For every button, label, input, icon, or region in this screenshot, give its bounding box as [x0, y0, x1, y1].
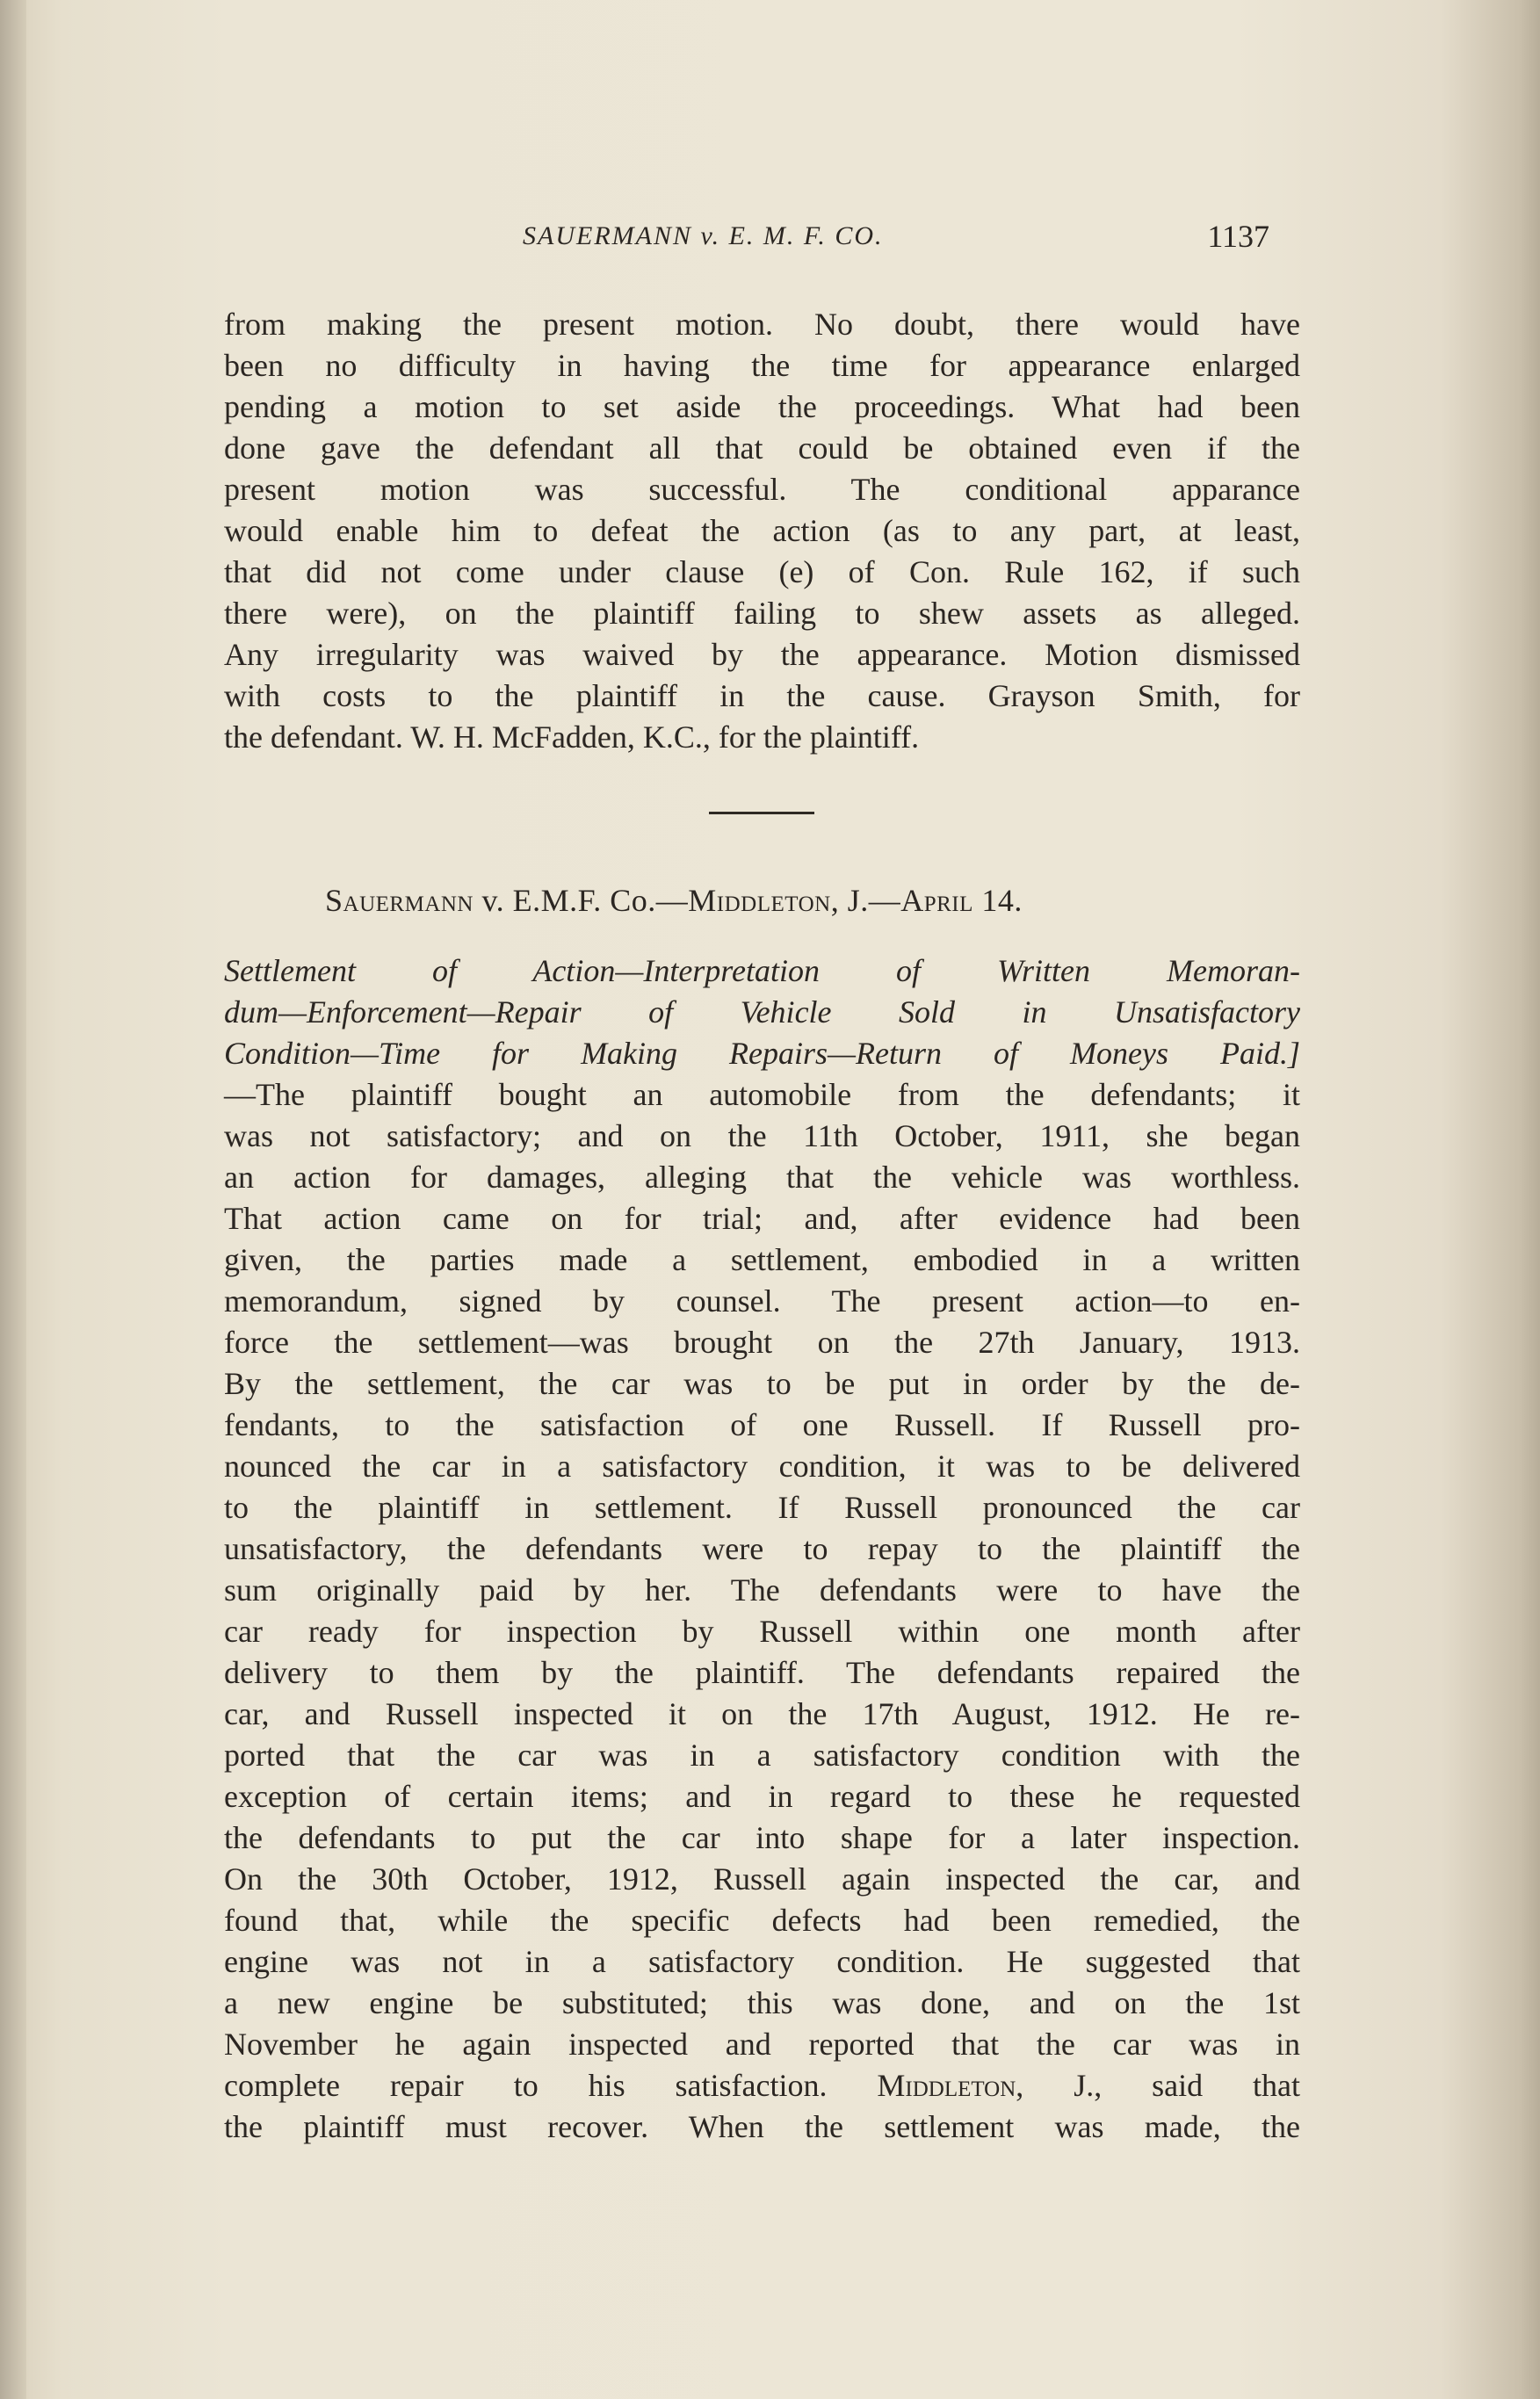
text-line: memorandum, signed by counsel. The present action—to en-	[224, 1283, 1300, 1319]
case-party: E.M.F. Co.—	[512, 883, 689, 918]
case-judge-suffix: , J.—	[830, 883, 901, 918]
text-line: engine was not in a satisfactory condition. He suggested that	[224, 1944, 1300, 1979]
text-line: been no difficulty in having the time for appearance enlarged	[224, 348, 1300, 383]
text-line: force the settlement—was brought on the 27th January, 1913.	[224, 1325, 1300, 1360]
running-head	[224, 218, 1269, 262]
text-line: present motion was successful. The conditional apparance	[224, 472, 1300, 507]
text-line: —The plaintiff bought an automobile from the defendants; it	[224, 1077, 1300, 1112]
text-line: fendants, to the satisfaction of one Russell. If Russell pro-	[224, 1407, 1300, 1442]
text-line: exception of certain items; and in regard to these he requested	[224, 1779, 1300, 1814]
text-line: November he again inspected and reported that the car was in	[224, 2027, 1300, 2062]
case-judge: Middleton	[688, 883, 831, 918]
text-line: that did not come under clause (e) of Con. Rule 162, if such	[224, 554, 1300, 589]
case-body	[224, 950, 1300, 2148]
text-line: a new engine be substituted; this was done, and on the 1st	[224, 1985, 1300, 2020]
text-line: would enable him to defeat the action (as to any part, at least,	[224, 513, 1300, 548]
case-versus: v.	[481, 883, 505, 918]
text-line-start: complete repair to his satisfaction.	[224, 2068, 828, 2103]
text-line: car ready for inspection by Russell within one month after	[224, 1614, 1300, 1649]
text-line: Any irregularity was waived by the appearance. Motion dismissed	[224, 637, 1300, 672]
text-line: the defendants to put the car into shape for a later inspection.	[224, 1820, 1300, 1855]
headnote-line: Settlement of Action—Interpretation of Written Memoran-	[224, 953, 1300, 988]
text-line: unsatisfactory, the defendants were to repay to the plaintiff the	[224, 1531, 1300, 1566]
text-line: to the plaintiff in settlement. If Russell pronounced the car	[224, 1490, 1300, 1525]
page-number: 1137	[1207, 219, 1269, 254]
headnote-line: Condition—Time for Making Repairs—Return of Moneys Paid.]	[224, 1036, 1300, 1071]
case-day: 14.	[972, 883, 1023, 918]
text-line: pending a motion to set aside the proceedings. What had been	[224, 389, 1300, 424]
text-line: the defendant. W. H. McFadden, K.C., for the plaintiff.	[224, 719, 920, 755]
headnote-line: dum—Enforcement—Repair of Vehicle Sold in Unsatisfactory	[224, 994, 1300, 1030]
running-title: SAUERMANN v. E. M. F. CO.	[523, 221, 884, 250]
text-line: from making the present motion. No doubt, there would have	[224, 307, 1300, 342]
case-heading	[325, 882, 1023, 919]
text-line: By the settlement, the car was to be put in order by the de-	[224, 1366, 1300, 1401]
judge-suffix: , J., said that	[1016, 2068, 1300, 2103]
text-line: there were), on the plaintiff failing to shew assets as alleged.	[224, 596, 1300, 631]
text-line: was not satisfactory; and on the 11th October, 1911, she began	[224, 1118, 1300, 1153]
preceding-case-paragraph	[224, 304, 1300, 758]
text-line: delivery to them by the plaintiff. The defendants repaired the	[224, 1655, 1300, 1690]
text-line: with costs to the plaintiff in the cause. Grayson Smith, for	[224, 678, 1300, 713]
text-line	[224, 2065, 1300, 2106]
text-line: That action came on for trial; and, after evidence had been	[224, 1201, 1300, 1236]
page-gutter-shadow	[0, 0, 26, 2399]
case-date: April	[900, 883, 973, 918]
text-line: the plaintiff must recover. When the settlement was made, the	[224, 2109, 1300, 2144]
text-line: sum originally paid by her. The defendants were to have the	[224, 1572, 1300, 1608]
judge-name: Middleton	[877, 2068, 1016, 2103]
text-line: On the 30th October, 1912, Russell again inspected the car, and	[224, 1861, 1300, 1897]
section-divider	[709, 812, 814, 814]
text-line: given, the parties made a settlement, embodied in a written	[224, 1242, 1300, 1277]
text-line: done gave the defendant all that could be obtained even if the	[224, 430, 1300, 466]
text-line: ported that the car was in a satisfactory condition with the	[224, 1738, 1300, 1773]
case-name: Sauermann	[325, 883, 474, 918]
text-line: found that, while the specific defects had been remedied, the	[224, 1903, 1300, 1938]
text-line: car, and Russell inspected it on the 17th August, 1912. He re-	[224, 1696, 1300, 1731]
text-line: nounced the car in a satisfactory condition, it was to be delivered	[224, 1449, 1300, 1484]
text-line: an action for damages, alleging that the vehicle was worthless.	[224, 1160, 1300, 1195]
